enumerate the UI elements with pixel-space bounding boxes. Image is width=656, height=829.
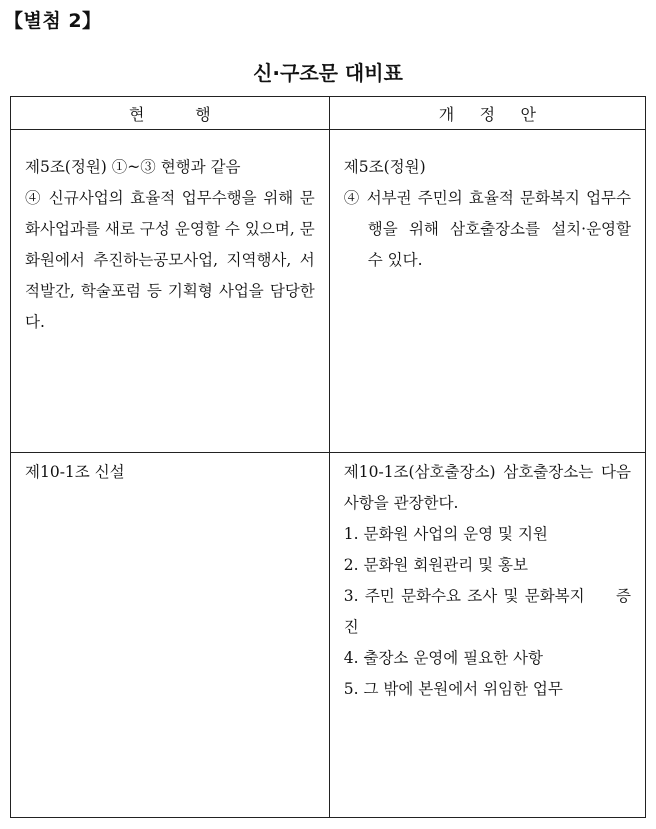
attachment-label: 【별첨 2】 bbox=[4, 10, 102, 32]
document-title: 신·구조문 대비표 bbox=[253, 61, 403, 85]
revised-article-10-1: 제10-1조(삼호출장소) 삼호출장소는 다음 사항을 관장한다. bbox=[343, 463, 631, 512]
revised-cell bbox=[329, 453, 645, 818]
header-current: 현 행 bbox=[11, 97, 330, 130]
revised-cell bbox=[329, 130, 645, 453]
list-item: 4. 출장소 운영에 필요한 사항 bbox=[343, 649, 543, 667]
list-item: 3. 주민 문화수요 조사 및 문화복지 증진 bbox=[343, 587, 631, 636]
current-article-5: 제5조(정원) ①~③ 현행과 같음 bbox=[25, 158, 241, 176]
table-row bbox=[11, 130, 646, 453]
current-cell bbox=[11, 453, 330, 818]
list-item: 2. 문화원 회원관리 및 홍보 bbox=[343, 556, 528, 574]
table-row bbox=[11, 453, 646, 818]
list-item: 1. 문화원 사업의 운영 및 지원 bbox=[343, 525, 548, 543]
header-revised: 개 정 안 bbox=[329, 97, 645, 130]
revised-article-5: 제5조(정원) bbox=[343, 158, 426, 176]
current-article-10-1: 제10-1조 신설 bbox=[25, 463, 125, 481]
revised-article-5-clause-4: ④ 서부권 주민의 효율적 문화복지 업무수행을 위해 삼호출장소를 설치·운영할 수 있다. bbox=[343, 189, 631, 269]
current-article-5-clause-4: ④ 신규사업의 효율적 업무수행을 위해 문화사업과를 새로 구성 운영할 수 있으며, 문화원에서 추진하는공모사업, 지역행사, 서적발간, 학술포럼 등 기획형 사업을 담당한다. bbox=[25, 189, 315, 331]
comparison-table bbox=[10, 96, 646, 818]
header-row bbox=[11, 97, 646, 130]
list-item: 5. 그 밖에 본원에서 위임한 업무 bbox=[343, 680, 563, 698]
current-cell bbox=[11, 130, 330, 453]
